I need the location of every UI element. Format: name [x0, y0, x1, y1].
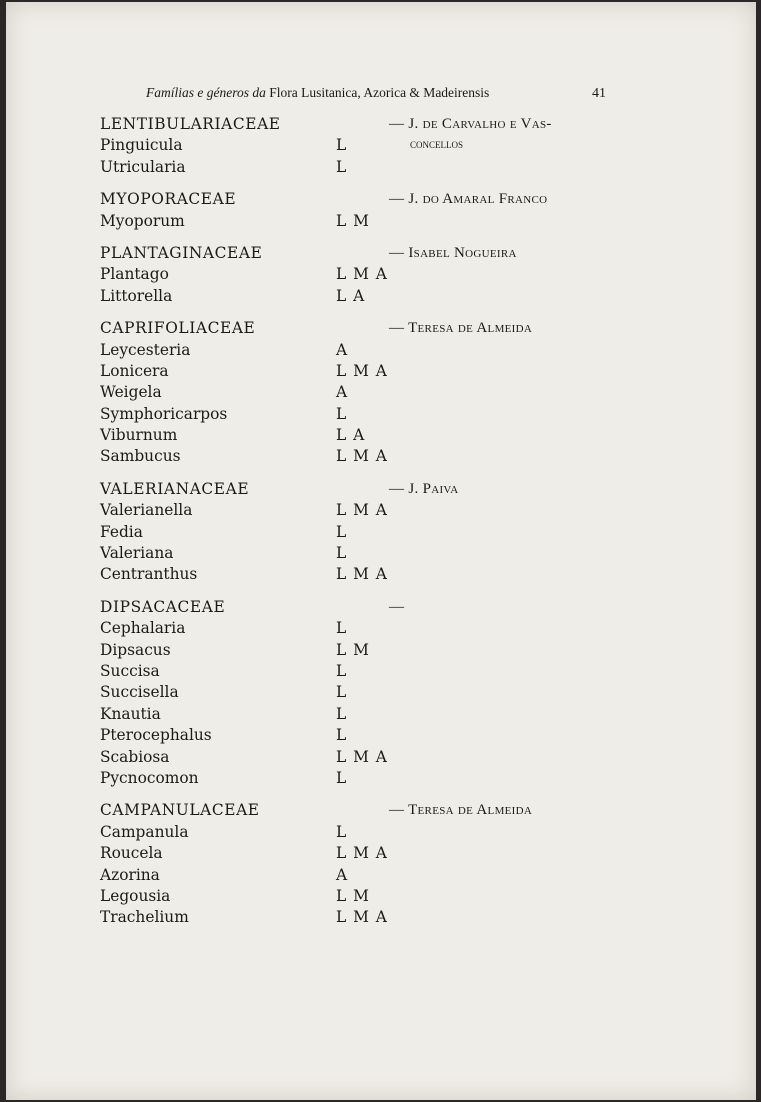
genus-name: Leycesteria: [100, 340, 191, 359]
genus-name: Legousia: [100, 886, 171, 905]
genus-distribution: L: [336, 404, 348, 423]
family-author: — J. de Carvalho e Vas-: [389, 116, 552, 132]
family-list: [100, 114, 620, 940]
genus-name: Plantago: [100, 265, 169, 284]
genus-name: Scabiosa: [100, 747, 170, 766]
family-name: MYOPORACEAE: [100, 190, 237, 209]
genus-name: Valeriana: [100, 544, 174, 563]
genus-distribution: L M A: [336, 447, 388, 466]
genus-row: [100, 843, 620, 864]
family-author: — J. Paiva: [389, 480, 459, 497]
genus-name: Pterocephalus: [100, 726, 212, 745]
family-name: VALERIANACEAE: [100, 479, 250, 498]
genus-distribution: A: [336, 865, 349, 884]
genus-row: [100, 340, 620, 361]
family-block: [100, 597, 620, 790]
genus-name: Succisa: [100, 661, 160, 680]
genus-name: Trachelium: [100, 908, 189, 927]
family-name: LENTIBULARIACEAE: [100, 115, 281, 133]
genus-row: [100, 618, 620, 639]
genus-row: [100, 135, 620, 156]
genus-distribution: L: [336, 157, 348, 176]
family-block: [100, 318, 620, 468]
genus-distribution: L: [336, 136, 348, 155]
genus-row: [100, 522, 620, 543]
genus-distribution: L: [336, 726, 348, 745]
genus-row: [100, 157, 620, 178]
family-block: [100, 189, 620, 232]
genus-name: Cephalaria: [100, 619, 186, 638]
genus-distribution: L: [336, 768, 348, 787]
genus-distribution: L M A: [336, 265, 388, 284]
genus-name: Pycnocomon: [100, 768, 199, 787]
genus-distribution: L A: [336, 426, 366, 445]
genus-row: [100, 446, 620, 467]
family-author: — J. do Amaral Franco: [389, 191, 548, 208]
genus-name: Centranthus: [100, 565, 198, 584]
genus-distribution: L M A: [336, 747, 388, 766]
family-block: [100, 114, 620, 178]
genus-row: [100, 768, 620, 789]
family-block: [100, 243, 620, 307]
genus-name: Sambucus: [100, 447, 181, 466]
genus-name: Fedia: [100, 522, 143, 541]
genus-distribution: L M A: [336, 844, 388, 863]
genus-name: Dipsacus: [100, 640, 171, 659]
genus-row: [100, 907, 620, 928]
running-head-rest: Flora Lusitanica, Azorica & Madeirensis: [269, 85, 490, 100]
genus-name: Myoporum: [100, 211, 185, 230]
family-name: CAPRIFOLIACEAE: [100, 319, 256, 338]
family-block: [100, 800, 620, 928]
genus-distribution: L M A: [336, 908, 388, 927]
genus-row: [100, 425, 620, 446]
genus-row: [100, 865, 620, 886]
genus-name: Lonicera: [100, 361, 169, 380]
genus-name: Roucela: [100, 844, 163, 863]
family-block: [100, 479, 620, 586]
family-header: [100, 597, 620, 618]
family-name: PLANTAGINACEAE: [100, 243, 263, 262]
genus-distribution: L M A: [336, 565, 388, 584]
genus-name: Viburnum: [100, 426, 178, 445]
family-author: — Isabel Nogueira: [389, 244, 517, 261]
genus-distribution: L M A: [336, 361, 388, 380]
genus-row: [100, 886, 620, 907]
genus-distribution: L M: [336, 211, 370, 230]
genus-distribution: L: [336, 704, 348, 723]
genus-row: [100, 747, 620, 768]
genus-distribution: L: [336, 683, 348, 702]
genus-row: [100, 500, 620, 521]
genus-row: [100, 286, 620, 307]
genus-distribution: L: [336, 822, 348, 841]
genus-distribution: L: [336, 522, 348, 541]
genus-name: Symphoricarpos: [100, 404, 228, 423]
genus-row: [100, 543, 620, 564]
genus-distribution: L: [336, 661, 348, 680]
family-author-continued: concellos: [410, 136, 464, 151]
genus-distribution: L: [336, 619, 348, 638]
genus-row: [100, 725, 620, 746]
genus-row: [100, 640, 620, 661]
running-head-italic: Famílias e géneros da: [146, 85, 266, 100]
family-header: [100, 243, 620, 264]
family-header: [100, 800, 620, 821]
genus-distribution: A: [336, 383, 349, 402]
genus-row: [100, 404, 620, 425]
family-author: — Teresa de Almeida: [389, 320, 533, 337]
family-author: — Teresa de Almeida: [389, 802, 533, 819]
page-number: 41: [592, 86, 606, 101]
genus-row: [100, 382, 620, 403]
genus-row: [100, 661, 620, 682]
family-name: DIPSACACEAE: [100, 597, 226, 616]
genus-row: [100, 704, 620, 725]
genus-distribution: L: [336, 544, 348, 563]
genus-name: Azorina: [100, 865, 160, 884]
genus-distribution: L A: [336, 286, 366, 305]
family-author: —: [389, 598, 405, 615]
genus-distribution: A: [336, 340, 349, 359]
family-name: CAMPANULACEAE: [100, 801, 260, 820]
genus-row: [100, 564, 620, 585]
genus-name: Littorella: [100, 286, 173, 305]
genus-name: Knautia: [100, 704, 161, 723]
genus-name: Succisella: [100, 683, 179, 702]
genus-row: [100, 211, 620, 232]
family-header: [100, 479, 620, 500]
genus-distribution: L M A: [336, 501, 388, 520]
genus-name: Pinguicula: [100, 136, 183, 155]
running-head-title: [146, 85, 489, 101]
genus-row: [100, 822, 620, 843]
genus-distribution: L M: [336, 640, 370, 659]
genus-name: Utricularia: [100, 157, 186, 176]
genus-distribution: L M: [336, 886, 370, 905]
genus-name: Campanula: [100, 822, 189, 841]
genus-name: Valerianella: [100, 501, 193, 520]
genus-row: [100, 682, 620, 703]
book-page: [6, 2, 756, 1100]
running-head: [146, 85, 606, 102]
family-header: [100, 189, 620, 210]
genus-name: Weigela: [100, 383, 162, 402]
family-header: [100, 318, 620, 339]
genus-row: [100, 264, 620, 285]
genus-row: [100, 361, 620, 382]
